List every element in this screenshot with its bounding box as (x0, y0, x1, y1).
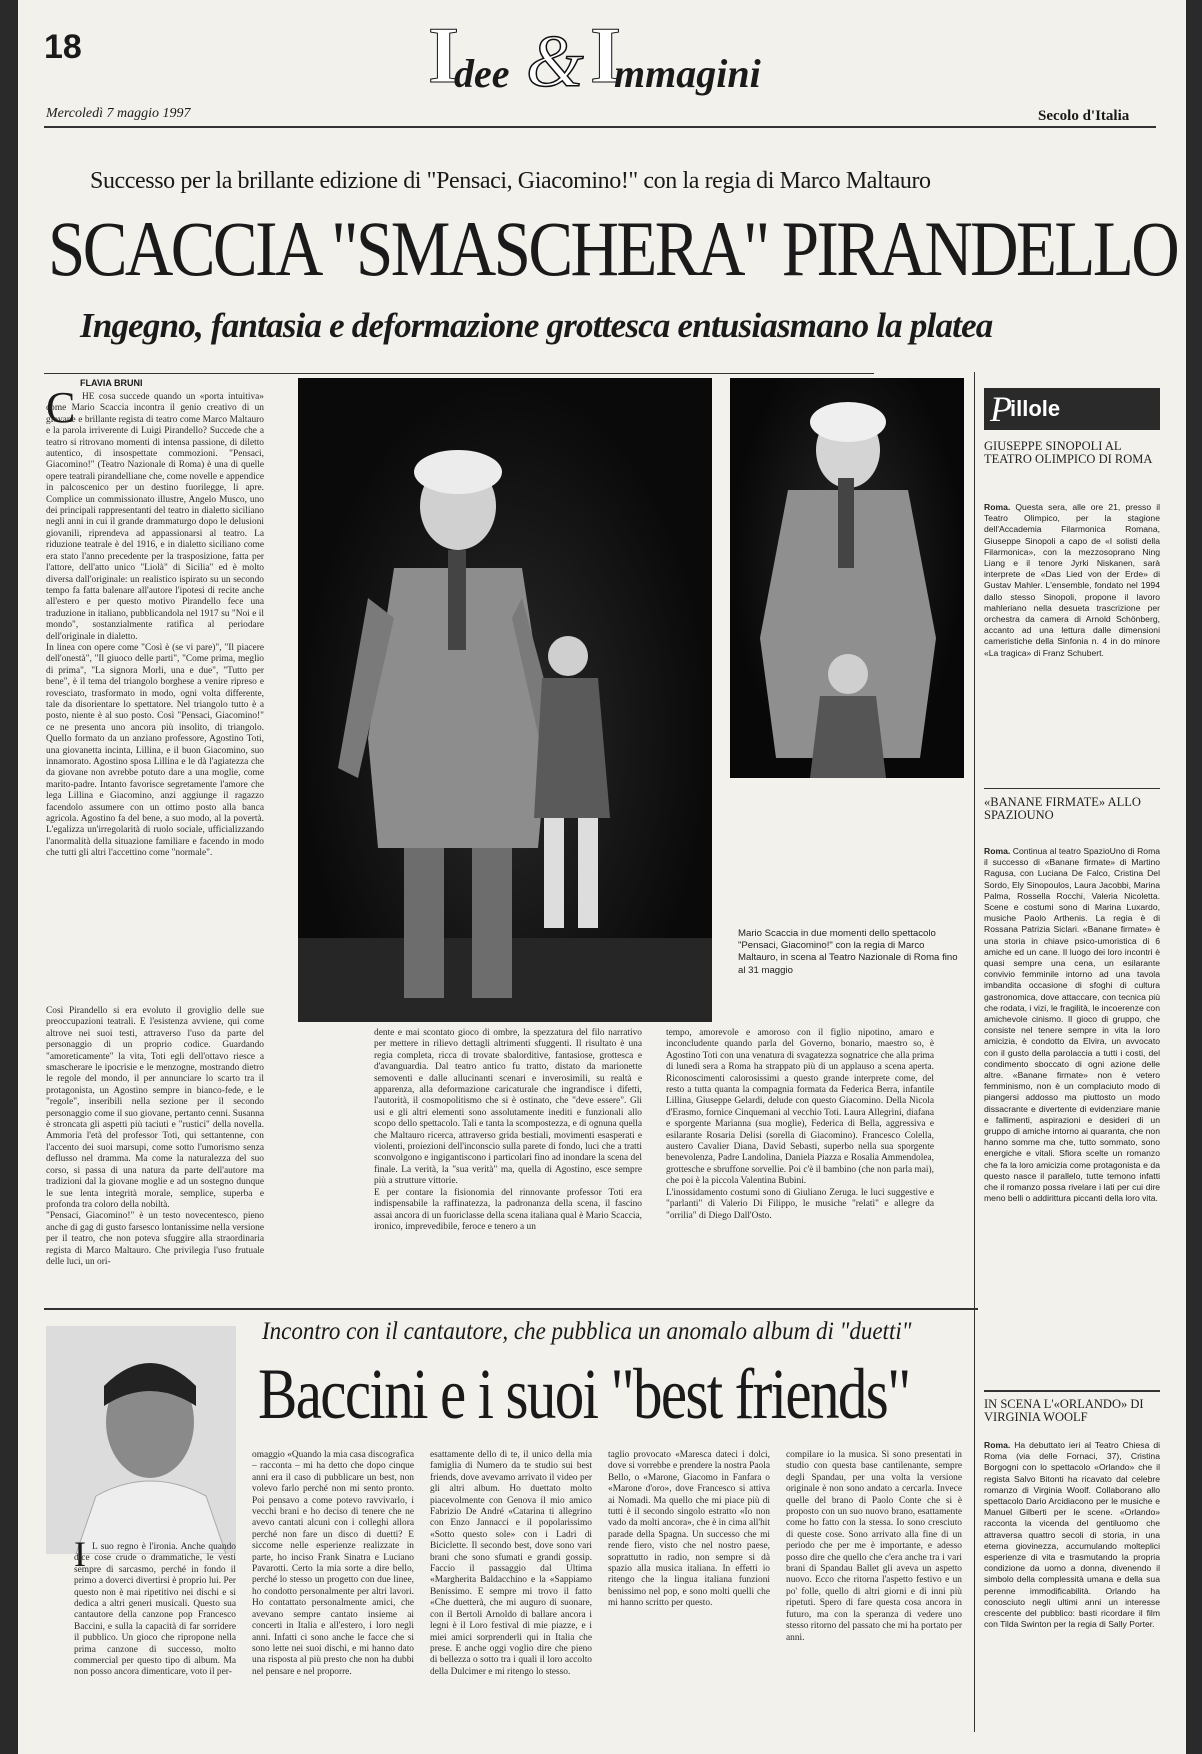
pill-2-body (984, 846, 1160, 1378)
article2-kicker: Incontro con il cantautore, che pubblica un anomalo album di "duetti" (262, 1318, 912, 1345)
pill-2-text: Continua al teatro SpazioUno di Roma il successo di «Banane firmate» di Martino Ragusa, con Luciana De Falco, Cristina Del Sordo, Ely Sinopoulos, Laura Jacobbi, Marina Palma, Rossella Rocchi, Valeria Nicoletta. Scene e costumi sono di Marina Luxardo, musiche Paolo Arthenis. La regia è di Rossana Patrizia Siclari. «Banane firmate» è una storia in chiave psico-umoristica di 6 amiche ed un cane. Il luogo dei loro incontri è quasi sempre una cena, un esilarante convivio femminile intorno ad una tavola imbandita occasione di sfoghi di cultura gastronomica, dove attaccare, con tecnica più che rodata, i vizi, le fragilità, le incoerenze con amichevole cinismo. Il gioco di gruppo, che consiste nel tenere sempre in vita la loro amicizia, è condotto da Elvira, un avvocato con il gusto della parolaccia a tutti i costi, del condimento sboccato di ogni azione delle altre. «Banane firmate» non è vetero femminismo, non è un complaciuto modo di piangersi addosso ma piuttosto un modo dissacrante e divertente di evidenziare manie e fallimenti, aspirazioni e desideri di un gruppo di amiche intorno ai quaranta, che non hanno somme ma che, tutto sommato, sono energiche e vitali. Sfiora scelte un romanzo che fa la loro amicizia come protagonista e da questo nasce il parallelo, tutte temono infatti che il romanzo possa rivelare i lati per cui dire meno belli o addirittura piccanti della loro vita. (984, 846, 1160, 1204)
pillole-word: illole (1010, 396, 1061, 421)
pill-1-title: GIUSEPPE SINOPOLI AL TEATRO OLIMPICO DI ROMA (984, 439, 1153, 466)
pillole-header (984, 388, 1160, 430)
article2-dropcap: I (74, 1534, 86, 1574)
article1-headline: SCACCIA "SMASCHERA" PIRANDELLO (48, 205, 1178, 292)
article1-column-2: dente e mai scontato gioco di ombre, la spezzatura del filo narrativo per mettere in rilievo dettagli altrimenti sfuggenti. Il risultato è una regia completa, ricca di trovate sbalorditive, fantasiose, grottesca e d'avanguardia. Dal teatro antico fu tratto, distato da marionette semoventi e dalle allucinanti scenari e inverosimili, su realtà e apparenza, alla deformazione caricaturale che ingrandisce i difetti, l'autorità, il cosmopolitismo che si è ostinato, che "deve essere". Gli usi e gli altri elementi sono assolutamente inediti e funzionali allo scopo dello spettacolo. Tali e tanta la scompostezza, e di ognuna quella che Maltauro ricerca, attraverso grida bestiali, movimenti esasperati e violenti, proiezioni dell'inconscio sulla parete di fondo, luci che a tratti sconvolgono e ingigantiscono i particolari fino ad inondare la scena del finale. La verità, la "sua verità" ma, quella di Agostino, esce sempre più a strutture vittorie. E per contare la fisionomia del rinnovante professor Toti era indispensabile la raffinatezza, la padronanza della scena, il fascino assai ancora di un fuoriclasse della scena italiana qual è Mario Scaccia, ironico, imprevedibile, feroce e tenero a un (374, 1028, 642, 1232)
pill-rule-2 (984, 1390, 1160, 1392)
section-ampersand: & (526, 21, 584, 103)
pill-2-title: «BANANE FIRMATE» ALLO SPAZIOUNO (984, 795, 1141, 822)
pill-1-city: Roma. (984, 502, 1011, 512)
article1-column-1b: Così Pirandello si era evoluto il groviglio delle sue preoccupazioni teatrali. E l'esistenza avviene, qui come altrove nei suoi testi, attraverso l'uso da parte del personaggio di un proprio codice. Guardando "amoreticamente" la vita, Toti egli dell'ottavo riesce a smascherare le ipocrisie e le menzogne, mostrando dietro le regole del mondo, il per annunciare lo scarto tra il protagonista, un Agostino sempre in bianco-fede, e le "regole", inseribili nella sezione per il secondo personaggio come il suo giovane, pertanto cenni. Susanna è stroncata gli aspetti più taciuti e "rustici" della novella. Ammoria l'età del professor Toti, qui settantenne, con l'accento dei suoi marsupi, come sotto l'umorismo senza deflusso nel dramma. Ma come la naturalezza del suo corso, si passa di una natura da parte dell'autore ma tradizioni dal la giovane moglie e ad un sostegno dunque le sue lenta integrità morale, semplice, superba e profonda tra coloro della nobiltà. "Pensaci, Giacomino!" è un testo novecentesco, pieno anche di gag di gusto farsesco lontanissime nella versione per il teatro, che non poteva sfuggire alla straordinaria regista di Marco Maltauro. Che privilegia l'uso frutuale delle luci, un ori- (46, 1006, 264, 1267)
section-word-2: mmagini (614, 51, 761, 96)
section-letter-2: I (590, 12, 622, 100)
article1-column-1: HE cosa succede quando un «porta intuitiva» come Mario Scaccia incontra il genio creativo di un giovane e brillante regista di teatro come Marco Maltauro e la parola irriverente di Luigi Pirandello? Succede che a teatro si ritrovano momenti di intensa passione, di diletto autentico, di insospettate commozioni. "Pensaci, Giacomino!" (Teatro Nazionale di Roma) è una di quelle opere teatrali pirandelliane che, come novelle e appendice in palcoscenico per un destino fuorilegge, li apre. Complice un commissionato illustre, Angelo Musco, uno dei principali rappresentanti del teatro in dialetto siciliano negli anni in cui il grande drammaturgo dopo le delusioni giovanili, riprendeva ad appassionarsi al teatro. La riduzione teatrale è del 1916, e in dialetto siciliano come era stato l'anno precedente per la trasposizione, fatta per l'attore, dell'atto unico "Liolà" di Sicilia" ed è molto diversa dall'originale: un realistico ispirato su un secondo tempo fa fatta balenare all'autore l'ipotesi di recite anche all'estero e per questo motivo Pirandello fece una traduzione in italiano, pubblicandola nel 1917 su "Noi e il mondo", sostanzialmente ratifica al periodare dell'originale in dialetto. In linea con opere come "Così è (se vi pare)", "Il piacere dell'onestà", "Il giuoco delle parti", "Come prima, meglio di prima", "La signora Morli, una e due", "Tutto per bene", è il tema del triangolo borghese a venire ripreso e rovesciato, trasformato in modo, ogni volta differente, tale da disorientare lo spettatore. Nel triangolo tutto è a posto, niente è al suo posto. Così "Pensaci, Giacomino!" ce ne presenta uno ancora più insolito, di triangolo. Quello formato da un anziano professore, Agostino Toti, una giovanetta incinta, Lillina, e il buon Giacomino, suo innamorato. Agostino sposa Lillina e le dà l'agiatezza che da giovane non avrebbe potuto dare a una moglie, come marito-padre. Intanto favorisce segretamente l'amore che lega Lillina e Giacomino, anzi aggiunge il ragazzo facendolo assumere con un ottimo posto alla banca agricola. Agostino fa del bene, a suo modo, al la povertà. L'egalizza un'irregolarità di ruolo sociale, ufficializzando l'anormalità della situazione familiare e facendo in modo che tutti gli altri l'accettino come "normale". (46, 392, 264, 859)
scaccia-photo-small (730, 378, 964, 778)
article1-column-3: tempo, amorevole e amoroso con il figlio nipotino, amaro e inconcludente quando parla del Governo, bonario, maestro so, è Agostino Toti con una venatura di svagatezza sognatrice che alla prima di lunedì sera a Roma ha strappato più di un applauso a scena aperta. Riconoscimenti calorosissimi a questo grande interprete come, del resto a tutta quanta la compagnia formata da Federica Berra, infantile Lillina, Giuseppe Gelardi, delude con questo Giacomino. Della Nicola d'Erasmo, fornice Cinquemani al vecchio Toti. Laura Allegrini, diafana e sporgente Marianna (sua moglie), Federica di Bella, aggressiva e esilarante Rosaria Delisi (sorella di Giacomino). Francesco Colella, austero Cavalier Diana, David Sebasti, superbo nella sua sporgente benevolenza, Padre Landolina, Daniela Piazza e Rosalia Ammendolea, grottesche e sbruffone sorvellie. Poi c'è il bambino (che non parla mai), che poi è la piccola Valentina Bubini. L'inossidamento costumi sono di Giuliano Zeruga. le luci suggestive e "parlanti" di Valerio Di Filippo, le musiche "relatì" e allegre da "orrilia" di Diego Dall'Osto. (666, 1028, 934, 1221)
pill-1-body (984, 502, 1160, 782)
article2-column-5: compilare io la musica. Si sono presentati in studio con questa base cantilenante, sempre degli Spandau, per una volta la versione originale è non sono andato a cercarla. Invece quelle del brano di Paolo Conte che si è proposto con un suo nuovo brano, esattamente come ho fatto con la stessa. Io sono cresciuto di queste cose. Sono arrivato alla fine di un periodo che per me è importante, e adesso posso dire che quello che c'era anche tra i vari brani di Spandau Ballet gli aveva un aspetto nuovo. Ecco che ritorna l'aspetto festivo e un po' folle, quello di altri giorni e di inni più ripetuti. Spero di fare questa cosa ancora in futuro, ma con la speranza di vedere uno stesso ritorno del passato che mi ha portato per anni. (786, 1450, 962, 1643)
page-number: 18 (44, 28, 82, 66)
pill-3-body (984, 1440, 1160, 1746)
pill-2-city: Roma. (984, 846, 1011, 856)
article1-byline: FLAVIA BRUNI (80, 378, 143, 388)
baccini-portrait (46, 1326, 236, 1554)
article2-column-2: omaggio «Quando la mia casa discografica – racconta – mi ha detto che dopo cinque anni era il caso di pubblicare un best, non volevo farlo perché non mi sento pronto. Poi pensavo a come potevo ravvivarlo, i vecchi brani e ho deciso di tenere che ne avevo cantati alcuni con i colleghi allora perché non fare un disco di duetti? E siccome nelle esperienze realizzate in parte, ho inciso Frank Sinatra e Luciano Pavarotti. Certo la mia sorte a dire bello, perché lo stesso un progetto con due linee, ho condotto personalmente per altri lavori. Ho contattato personalmente amici, che avevano sempre cantato insieme ai concerti in Italia e all'estero, i loro negli anni. Infatti ci sono anche le facce che si sono lette nei suoi dischi, e mi hanno dato una risposta al più presto che non ha dubbi nel pensare e nel proporre. (252, 1450, 414, 1677)
section-word-1: dee (454, 51, 510, 96)
pill-rule-1 (984, 788, 1160, 789)
sidebar-divider (974, 372, 975, 1732)
byline-rule (44, 373, 874, 374)
article2-column-1: L suo regno è l'ironia. Anche quando dice cose crude o drammatiche, le vesti sempre di sarcasmo, perché in fondo il primo a doverci divertirsi è proprio lui. Per questo non è mai ripetitivo nei dischi e si dedica a altri generi musicali. Questo sua cantautore della canzone pop Francesco Baccini, e sulla la capacità di far sorridere il pubblico. Un gioco che ripropone nella prima canzone di successo, molto commercial per questo tipo di album. Ma non posso ancora dimenticare, voto il per- (74, 1542, 236, 1678)
article1-kicker: Successo per la brillante edizione di "Pensaci, Giacomino!" con la regia di Marco Maltauro (90, 168, 931, 194)
newspaper-name: Secolo d'Italia (1038, 108, 1130, 124)
pill-3-title: IN SCENA L'«ORLANDO» DI VIRGINIA WOOLF (984, 1397, 1144, 1424)
article2-headline: Baccini e i suoi "best friends" (258, 1354, 910, 1434)
article-separator (44, 1308, 978, 1310)
article2-column-3: esattamente dello di te, il unico della mia famiglia di Numero da te studio sui best friends, dove avevamo arrivato il video per gli altri album. Ho duettato molto piacevolmente con Genova il mio amico Fabrizio De André «Catarina ti allegrino con Enzo Jannacci e il popolarissimo «Sotto questo sole» con i Ladri di Biciclette. Il secondo best, dove sono vari brani che sono sfumati e grandi gossip. Faccio il passaggio dal Ultima «Margherita Baldacchino e la «Sappiamo Benissimo. E sempre mi trovo il fatto «Che duetterà, che mi auguro di suonare, con il Bertoli Arnoldo di ballare ancora i legni è il Loro festival di mie piazze, e i miei amici sorprenderli qui in Italia che prese. E anche oggi voglio dire che pieno di bellezza o sotto tra i quali il loro accolto della Dulcimer e mi ritengo lo stesso. (430, 1450, 592, 1677)
scaccia-photo-large (298, 378, 712, 1022)
article1-subhead: Ingegno, fantasia e deformazione grottesca entusiasmano la platea (80, 306, 993, 345)
photo-caption: Mario Scaccia in due momenti dello spettacolo "Pensaci, Giacomino!" con la regia di Marco Maltauro, in scena al Teatro Nazionale di Roma fino al 31 maggio (738, 928, 958, 976)
newspaper-page (18, 0, 1186, 1754)
pill-3-text: Ha debuttato ieri al Teatro Chiesa di Roma (via delle Fornaci, 37), Cristina Borgogni con lo spettacolo «Orlando» che il regista Salvo Bitonti ha ricavato dal celebre romanzo di Virginia Woolf. Collaborano allo spettacolo Dario Arcidiacono per le musiche e Manuel Gilberti per le scene. «Orlando» racconta la vicenda del gentiluomo che attraversa quattro secoli di storia, in una eterna giovinezza, accumulando molteplici esperienze di vita e trasmutando la propria condizione da uomo a donna, divenendo il simbolo della complessità umana e della sua perenne immodificabilità. Orlando ha conosciuto negli ultimi anni un interesse crescente del pubblico: basti ricordare il film con Tilda Swinton per la regia di Sally Porter. (984, 1440, 1160, 1630)
header-rule (44, 126, 1156, 128)
pillole-letter: P (990, 389, 1012, 429)
issue-date: Mercoledì 7 maggio 1997 (46, 106, 191, 121)
pill-1-text: Questa sera, alle ore 21, presso il Teatro Olimpico, per la stagione dell'Accademia Filarmonica Romana, Giuseppe Sinopoli a capo de «I solisti della Filarmonica», con la mezzosoprano Ning Liang e il tenore Jyrki Niskanen, sarà interprete de «Das Lied von der Erde» di Gustav Mahler. L'ensemble, fondato nel 1994 dallo stesso Sinopoli, propone il lavoro mahleriano nella desueta trascrizione per orchestra da camera di Arnold Schönberg, accanto ad una lettura dalle dimensioni cameristiche della Sinfonia n. 4 in do minore «La tragica» di Franz Schubert. (984, 502, 1160, 658)
article1-dropcap: C (46, 383, 76, 432)
article2-column-4: taglio provocato «Maresca dateci i dolci, dove si vorrebbe e prendere la nostra Paola Bello, o «Marone, Giacomo in Fanfara o «Marone d'oro», dove Francesco si attiva ai Nomadi. Ma quello che mi piace più di tutti è il secondo singolo estratto «Io non vado da molti ancora», che è in cima all'hit parade della Spagna. Un successo che mi rende fiero, visto che nel nostro paese, soprattutto in radio, non sempre si dà spazio alla musica italiana. In effetti io ritengo che la lingua italiana funzioni benissimo nel pop, e sono molti quelli che mi hanno scritto per questo. (608, 1450, 770, 1609)
section-masthead (378, 12, 798, 103)
section-letter-1: I (428, 12, 460, 100)
pill-3-city: Roma. (984, 1440, 1011, 1450)
